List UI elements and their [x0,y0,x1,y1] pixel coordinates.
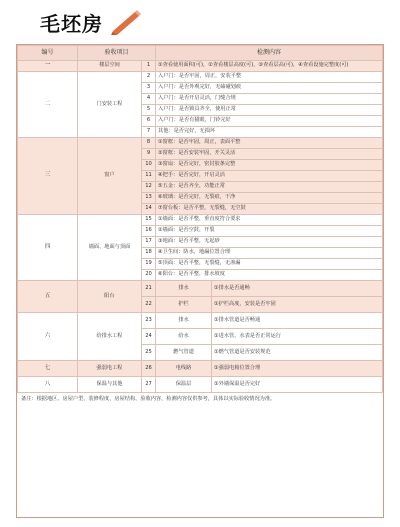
table-row [18,215,383,226]
row-number: 17 [142,237,156,248]
col-header-item: 验收项目 [78,46,156,61]
section-id: 一 [18,61,78,72]
row-subitem: 护栏 [156,297,212,313]
row-number: 14 [142,204,156,215]
row-content: ①燃气管道是否安装规范 [212,345,383,361]
section-id: 七 [18,361,78,377]
row-content: ④卫生间：防水，地漏位置合理 [156,248,383,259]
row-number: 22 [142,297,156,313]
row-content: ①排水管道是否畅通 [212,313,383,329]
row-content: ①窗框：是否牢固，周正，表面平整 [156,138,383,149]
row-content: ②墙面：是否空鼓，开裂 [156,226,383,237]
row-number: 13 [142,193,156,204]
row-number: 2 [142,72,156,83]
page-header [0,0,400,44]
row-content: ①排水是否通畅 [212,281,383,297]
section-item: 窗户 [78,138,142,215]
row-number: 16 [142,226,156,237]
col-header-id: 编号 [18,46,78,61]
row-number: 25 [142,345,156,361]
row-number: 21 [142,281,156,297]
table-row [18,61,383,72]
section-id: 六 [18,313,78,361]
pencil-icon [109,9,143,35]
row-subitem: 燃气管道 [156,345,212,361]
row-content: ⑤五金：是否齐全，功能正常 [156,182,383,193]
row-content: ①墙面：是否平整，垂直度符合要求 [156,215,383,226]
row-number: 24 [142,329,156,345]
row-number: 6 [142,116,156,127]
row-content: 入户门：是否牢固，周正，安装平整 [156,72,383,83]
row-subitem: 保温层 [156,377,212,393]
row-subitem: 排水 [156,281,212,297]
row-content: ⑦窗台板：是否平整，无裂缝，无空鼓 [156,204,383,215]
row-number: 8 [142,138,156,149]
section-item: 门安装工程 [78,72,142,138]
row-content: ⑥玻璃：是否完好，无裂痕，干净 [156,193,383,204]
row-number: 7 [142,127,156,138]
row-content: ①强弱电箱位置合理 [212,361,383,377]
section-id: 三 [18,138,78,215]
row-content: ③窗扇：是否完好，密封胶条完整 [156,160,383,171]
section-item: 墙面、地面与顶面 [78,215,142,281]
row-content: ②窗框：是否安装牢固，开关灵活 [156,149,383,160]
row-content: 入户门：是否外观完好，无磕碰划痕 [156,83,383,94]
row-content: 入户门：是否锁具齐全，使用正常 [156,105,383,116]
row-number: 23 [142,313,156,329]
section-id: 五 [18,281,78,313]
inspection-table-card [16,44,384,518]
section-id: 四 [18,215,78,281]
row-content: ①护栏高度，安装是否牢固 [212,297,383,313]
footer-note: 备注：根据地区、房屋户型、装修程度、房屋结构、验收内容，检测内容仅供参考，具体以实际验收情况为准。 [21,396,276,402]
table-row [18,377,383,393]
row-number: 19 [142,259,156,270]
row-content: ④把手：是否完好，开启灵活 [156,171,383,182]
row-number: 5 [142,105,156,116]
row-content: 其他：是否完好，无损坏 [156,127,383,138]
row-subitem: 给水 [156,329,212,345]
section-item: 给排水工程 [78,313,142,361]
row-number: 20 [142,270,156,281]
row-content: ⑤顶面：是否平整，无裂缝，无渗漏 [156,259,383,270]
row-number: 15 [142,215,156,226]
page-title: 毛坯房 [40,11,103,36]
row-content: 入户门：是否开启灵活，门缝合规 [156,94,383,105]
row-content: ⑥阳台：是否平整，排水坡度 [156,270,383,281]
row-number: 27 [142,377,156,393]
row-content: ①外墙保温是否完好 [212,377,383,393]
section-item: 强弱电工程 [78,361,142,377]
row-number: 3 [142,83,156,94]
row-content: ①查看使用面积(可)，②查看楼层高度(可)，③查看层高(可)，④查看设施完整度(可) [156,61,383,72]
row-number: 1 [142,61,156,72]
row-number: 12 [142,182,156,193]
section-item: 阳台 [78,281,142,313]
row-subitem: 排水 [156,313,212,329]
row-content: 入户门：是否有猫眼，门铃完好 [156,116,383,127]
row-subitem: 电线路 [156,361,212,377]
row-number: 18 [142,248,156,259]
row-number: 26 [142,361,156,377]
table-row [18,313,383,329]
row-number: 9 [142,149,156,160]
row-content: ①进水管，水表是否正常运行 [212,329,383,345]
row-number: 4 [142,94,156,105]
section-item: 保温与其他 [78,377,142,393]
table-row [18,281,383,297]
section-id: 八 [18,377,78,393]
row-number: 11 [142,171,156,182]
section-item: 楼层空间 [78,61,142,72]
table-row [18,138,383,149]
table-row [18,72,383,83]
col-header-content: 检测内容 [156,46,383,61]
table-header-row [18,46,383,61]
row-number: 10 [142,160,156,171]
row-content: ③地面：是否平整，无起砂 [156,237,383,248]
table-row [18,361,383,377]
inspection-table [17,45,383,393]
section-id: 二 [18,72,78,138]
